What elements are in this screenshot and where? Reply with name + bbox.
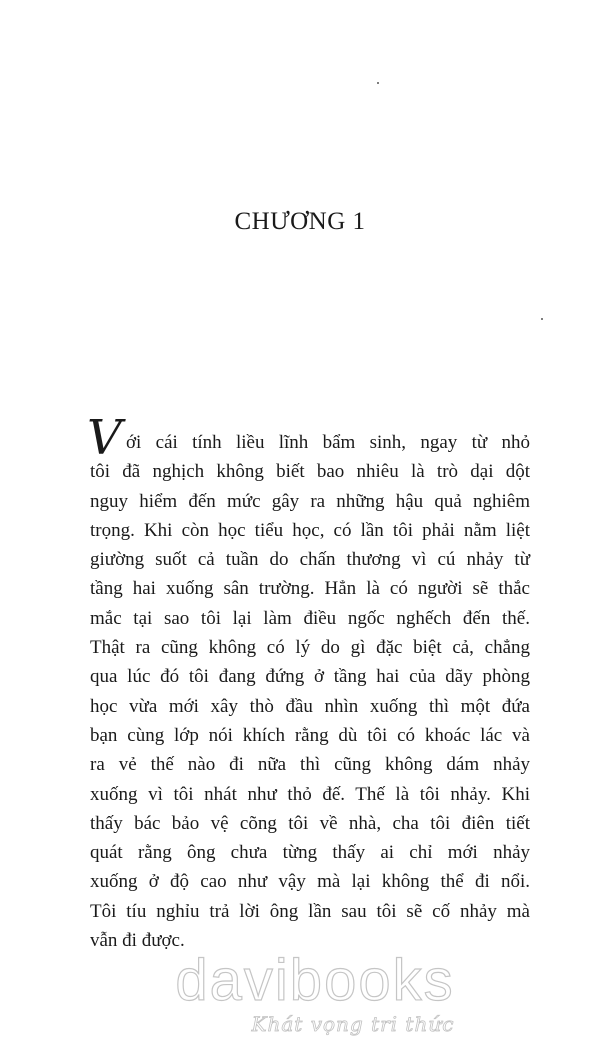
- text-line: xuống ở độ cao như vậy mà lại không thể đi nổi.: [90, 871, 530, 893]
- print-speck: [541, 318, 543, 320]
- text-line: thấy bác bảo vệ cõng tôi về nhà, cha tôi điên tiết: [90, 812, 530, 834]
- text-line: mắc tại sao tôi lại làm điều ngốc nghếch đến thế.: [90, 607, 530, 629]
- text-line: Tôi tíu nghỉu trả lời ông lần sau tôi sẽ cố nhảy mà: [90, 900, 530, 922]
- text-line: ới cái tính liều lĩnh bẩm sinh, ngay từ nhỏ: [126, 432, 530, 453]
- drop-cap: V: [87, 410, 122, 466]
- text-line: trọng. Khi còn học tiểu học, có lần tôi phải nằm liệt: [90, 519, 530, 541]
- text-line: ra vẻ thế nào đi nữa thì cũng không dám nhảy: [90, 754, 530, 776]
- text-line: Thật ra cũng không có lý do gì đặc biệt cả, chẳng: [90, 637, 530, 659]
- text-line: quát rằng ông chưa từng thấy ai chỉ mới nhảy: [90, 842, 530, 864]
- text-line: tầng hai xuống sân trường. Hẳn là có người sẽ thắc: [90, 578, 530, 600]
- body-paragraph: [90, 428, 530, 955]
- watermark-tagline: Khát vọng tri thức: [251, 1012, 455, 1036]
- watermark-brand: davibooks: [175, 948, 455, 1013]
- text-line: bạn cùng lớp nói khích rằng dù tôi có khoác lác và: [90, 724, 530, 746]
- text-line: nguy hiểm đến mức gây ra những hậu quả nghiêm: [90, 490, 530, 512]
- text-line: xuống vì tôi nhát như thỏ đế. Thế là tôi nhảy. Khi: [90, 783, 530, 805]
- text-line: học vừa mới xây thò đầu nhìn xuống thì một đứa: [90, 695, 530, 717]
- text-line: vẫn đi được.: [90, 930, 185, 952]
- chapter-title: CHƯƠNG 1: [234, 208, 366, 235]
- text-line: giường suốt cả tuần do chấn thương vì cú nhảy từ: [90, 549, 530, 571]
- text-line: tôi đã nghịch không biết bao nhiêu là trò dại dột: [90, 461, 530, 483]
- print-speck: [377, 82, 379, 84]
- text-line: qua lúc đó tôi đang đứng ở tầng hai của dãy phòng: [90, 666, 530, 688]
